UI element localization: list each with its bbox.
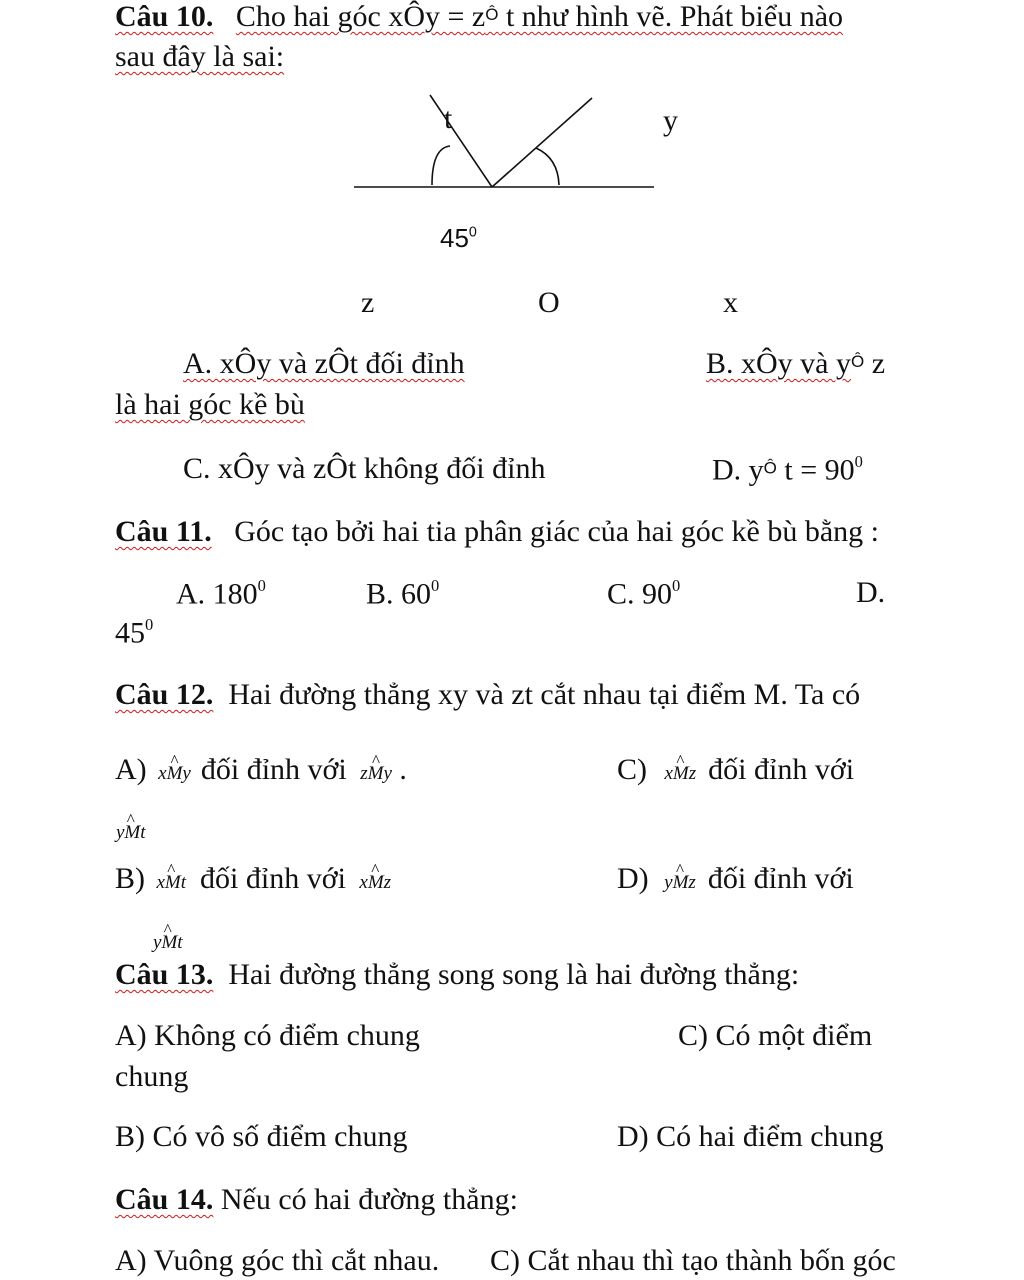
figure-label-y: y bbox=[663, 104, 678, 137]
q12-option-a: A) xMy ^ đối đỉnh với zMy ^ . bbox=[115, 755, 407, 785]
q11-label: Câu 11. bbox=[115, 515, 212, 548]
q10-option-b-line2: là hai góc kề bù bbox=[115, 388, 305, 421]
q14-stem-text: Nếu có hai đường thẳng: bbox=[220, 1183, 518, 1216]
angle-xmy: xMy ^ bbox=[158, 764, 191, 783]
q14-option-a: A) Vuông góc thì cắt nhau. bbox=[115, 1244, 440, 1277]
figure-label-t: t bbox=[444, 102, 453, 135]
q11-stem-text: Góc tạo bởi hai tia phân giác của hai góc kề bù bằng : bbox=[234, 515, 880, 548]
q11-option-d-value: $45^0$ bbox=[115, 615, 154, 650]
q11-option-c: C. $90^0$ bbox=[607, 576, 681, 611]
q10-stem-text: Cho hai góc xÔy = zÔ t như hình vẽ. Phát biểu nào bbox=[235, 0, 844, 33]
ray-ot bbox=[430, 95, 492, 187]
q13-stem-text: Hai đường thẳng song song là hai đường thẳng: bbox=[228, 958, 800, 991]
q12-label: Câu 12. bbox=[115, 678, 214, 711]
q12-stem-text: Hai đường thẳng xy và zt cắt nhau tại điểm M. Ta có bbox=[228, 678, 861, 711]
q10-label: Câu 10. bbox=[115, 0, 214, 33]
figure-angle-label: $45^0$ bbox=[440, 223, 477, 253]
q10-option-b: B. xÔy và yÔ z bbox=[706, 347, 886, 380]
figure-label-x: x bbox=[723, 286, 738, 319]
angle-zmy: zMy ^ bbox=[360, 764, 392, 783]
arc-zot bbox=[432, 146, 450, 185]
q13-option-a: A) Không có điểm chung bbox=[115, 1019, 420, 1052]
angle-figure bbox=[340, 88, 670, 203]
q14-stem bbox=[115, 1185, 518, 1215]
angle-ymz: yMz ^ bbox=[664, 873, 696, 892]
q10-stem bbox=[115, 2, 843, 32]
q10-stem-angle: Ô bbox=[485, 5, 499, 25]
q10-stem-line2: sau đây là sai: bbox=[115, 40, 285, 73]
q12-option-b: B) xMt ^ đối đỉnh với xMz ^ bbox=[115, 864, 391, 894]
q14-option-c: C) Cắt nhau thì tạo thành bốn góc bbox=[490, 1244, 896, 1277]
q12-option-c: C) xMz ^ đối đỉnh với bbox=[617, 755, 854, 785]
q10-option-c: C. xÔy và zÔt không đối đỉnh bbox=[183, 452, 546, 485]
q14-label: Câu 14. bbox=[115, 1183, 214, 1216]
q11-option-d: D. bbox=[856, 576, 886, 609]
arc-xoy bbox=[536, 148, 559, 185]
q12-option-d: D) yMz ^ đối đỉnh với bbox=[617, 864, 854, 894]
q13-option-c-line2: chung bbox=[115, 1060, 189, 1093]
q11-option-b: B. $60^0$ bbox=[366, 576, 440, 611]
q13-option-b: B) Có vô số điểm chung bbox=[115, 1120, 408, 1153]
q10-option-d: D. yÔ $t = 90^0$ bbox=[712, 452, 863, 487]
angle-xmz: xMz ^ bbox=[665, 764, 697, 783]
q13-stem bbox=[115, 960, 799, 990]
angle-xmz-b: xMz ^ bbox=[359, 873, 391, 892]
q13-option-c: C) Có một điểm bbox=[678, 1019, 873, 1052]
q13-option-d: D) Có hai điểm chung bbox=[617, 1120, 884, 1153]
q11-stem bbox=[115, 517, 879, 547]
q12-stem bbox=[115, 680, 860, 710]
q11-option-a: A. $180^0$ bbox=[176, 576, 266, 611]
q12-option-c-angle: yMt ^ bbox=[116, 823, 146, 842]
q12-option-d-angle: yMt ^ bbox=[153, 933, 183, 952]
figure-label-z: z bbox=[361, 286, 375, 319]
angle-xmt: xMt ^ bbox=[157, 873, 187, 892]
q13-label: Câu 13. bbox=[115, 958, 214, 991]
q10-option-a: A. xÔy và zÔt đối đỉnh bbox=[183, 347, 465, 380]
ray-oy bbox=[492, 98, 592, 187]
figure-label-o: O bbox=[538, 286, 560, 319]
